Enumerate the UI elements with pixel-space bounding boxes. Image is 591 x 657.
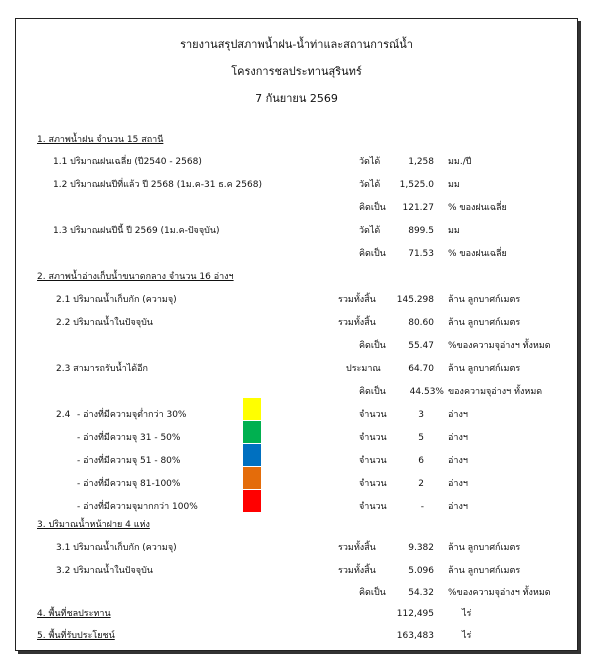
level-label: - อ่างที่มีความจุ 51 - 80% (77, 456, 181, 466)
row-value: 9.382 (408, 543, 434, 553)
level-unit: อ่างฯ (448, 410, 468, 420)
row-type: คิดเป็น (359, 341, 386, 351)
report-date: 7 กันยายน 2569 (255, 92, 338, 105)
row-value: 44.53% (409, 387, 444, 397)
row-label: 2.1 ปริมาณน้ำเก็บกัก (ความจุ) (56, 295, 177, 305)
row-unit: % ของฝนเฉลี่ย (448, 249, 507, 259)
row-type: คิดเป็น (359, 249, 386, 259)
level-type: จำนวน (359, 479, 387, 489)
row-unit: ล้าน ลูกบาศก์เมตร (448, 364, 521, 374)
row-unit: ล้าน ลูกบาศก์เมตร (448, 543, 521, 553)
row-type: วัดได้ (359, 226, 381, 236)
row-value: 71.53 (408, 249, 434, 259)
row-unit: มม (448, 180, 460, 190)
row-value: 54.32 (408, 588, 434, 598)
level-type: จำนวน (359, 456, 387, 466)
row-label: 3.1 ปริมาณน้ำเก็บกัก (ความจุ) (56, 543, 177, 553)
row-value: 64.70 (408, 364, 434, 374)
section-5-heading: 5. พื้นที่รับประโยชน์ (37, 631, 115, 641)
level-type: จำนวน (359, 410, 387, 420)
row-value: 899.5 (408, 226, 434, 236)
row-unit: ของความจุอ่างฯ ทั้งหมด (448, 387, 543, 397)
row-value: 1,525.0 (399, 180, 434, 190)
row-label: 2.2 ปริมาณน้ำในปัจจุบัน (56, 318, 153, 328)
row-unit: %ของความจุอ่างฯ ทั้งหมด (448, 588, 551, 598)
row-label: 1.3 ปริมาณฝนปีนี้ ปี 2569 (1ม.ค-ปัจจุบัน) (53, 226, 220, 236)
level-count: - (420, 502, 424, 512)
row-prefix: 2.4 (56, 410, 71, 420)
row-unit: %ของความจุอ่างฯ ทั้งหมด (448, 341, 551, 351)
level-unit: อ่างฯ (448, 456, 468, 466)
row-value: 55.47 (408, 341, 434, 351)
report-subtitle: โครงการชลประทานสุรินทร์ (231, 65, 362, 78)
level-type: จำนวน (359, 502, 387, 512)
row-value: 1,258 (408, 157, 434, 167)
level-type: จำนวน (359, 433, 387, 443)
section-1-heading: 1. สภาพน้ำฝน จำนวน 15 สถานี (37, 135, 164, 145)
row-value: 121.27 (402, 203, 434, 213)
row-type: รวมทั้งสิ้น (338, 318, 376, 328)
row-label: 3.2 ปริมาณน้ำในปัจจุบัน (56, 566, 153, 576)
benefit-area-unit: ไร่ (462, 631, 472, 641)
level-count: 3 (418, 410, 424, 420)
level-swatch (243, 490, 261, 512)
row-unit: มม (448, 226, 460, 236)
row-type: รวมทั้งสิ้น (338, 566, 376, 576)
row-value: 80.60 (408, 318, 434, 328)
row-label: 1.2 ปริมาณฝนปีที่แล้ว ปี 2568 (1ม.ค-31 ธ.ค 2568) (53, 180, 262, 190)
level-unit: อ่างฯ (448, 502, 468, 512)
level-swatch (243, 467, 261, 489)
row-type: คิดเป็น (359, 203, 386, 213)
report-title: รายงานสรุปสภาพน้ำฝน-น้ำท่าและสถานการณ์น้ำ (180, 38, 413, 51)
row-unit: ล้าน ลูกบาศก์เมตร (448, 295, 521, 305)
report-page (15, 18, 578, 651)
section-3-heading: 3. ปริมาณน้ำหน้าฝาย 4 แห่ง (37, 520, 150, 530)
section-4-heading: 4. พื้นที่ชลประทาน (37, 609, 111, 619)
level-label: - อ่างที่มีความจุ 81-100% (77, 479, 181, 489)
level-label: - อ่างที่มีความจุ 31 - 50% (77, 433, 181, 443)
irrigated-area-unit: ไร่ (462, 609, 472, 619)
level-label: - อ่างที่มีความจุต่ำกว่า 30% (77, 410, 187, 420)
row-type: รวมทั้งสิ้น (338, 295, 376, 305)
row-type: วัดได้ (359, 157, 381, 167)
level-swatch (243, 421, 261, 443)
row-type: คิดเป็น (359, 588, 386, 598)
row-type: ประมาณ (346, 364, 381, 374)
row-unit: % ของฝนเฉลี่ย (448, 203, 507, 213)
row-type: วัดได้ (359, 180, 381, 190)
level-label: - อ่างที่มีความจุมากกว่า 100% (77, 502, 198, 512)
row-label: 2.3 สามารถรับน้ำได้อีก (56, 364, 148, 374)
level-swatch (243, 444, 261, 466)
section-2-heading: 2. สภาพน้ำอ่างเก็บน้ำขนาดกลาง จำนวน 16 อ่างฯ (37, 272, 234, 282)
row-unit: มม./ปี (448, 157, 472, 167)
row-value: 145.298 (396, 295, 434, 305)
level-count: 2 (418, 479, 424, 489)
irrigated-area-value: 112,495 (396, 609, 434, 619)
row-value: 5.096 (408, 566, 434, 576)
row-unit: ล้าน ลูกบาศก์เมตร (448, 566, 521, 576)
level-unit: อ่างฯ (448, 479, 468, 489)
row-type: คิดเป็น (359, 387, 386, 397)
level-count: 6 (418, 456, 424, 466)
level-swatch (243, 398, 261, 420)
row-unit: ล้าน ลูกบาศก์เมตร (448, 318, 521, 328)
level-count: 5 (418, 433, 424, 443)
level-unit: อ่างฯ (448, 433, 468, 443)
row-type: รวมทั้งสิ้น (338, 543, 376, 553)
row-label: 1.1 ปริมาณฝนเฉลี่ย (ปี2540 - 2568) (53, 157, 202, 167)
benefit-area-value: 163,483 (396, 631, 434, 641)
